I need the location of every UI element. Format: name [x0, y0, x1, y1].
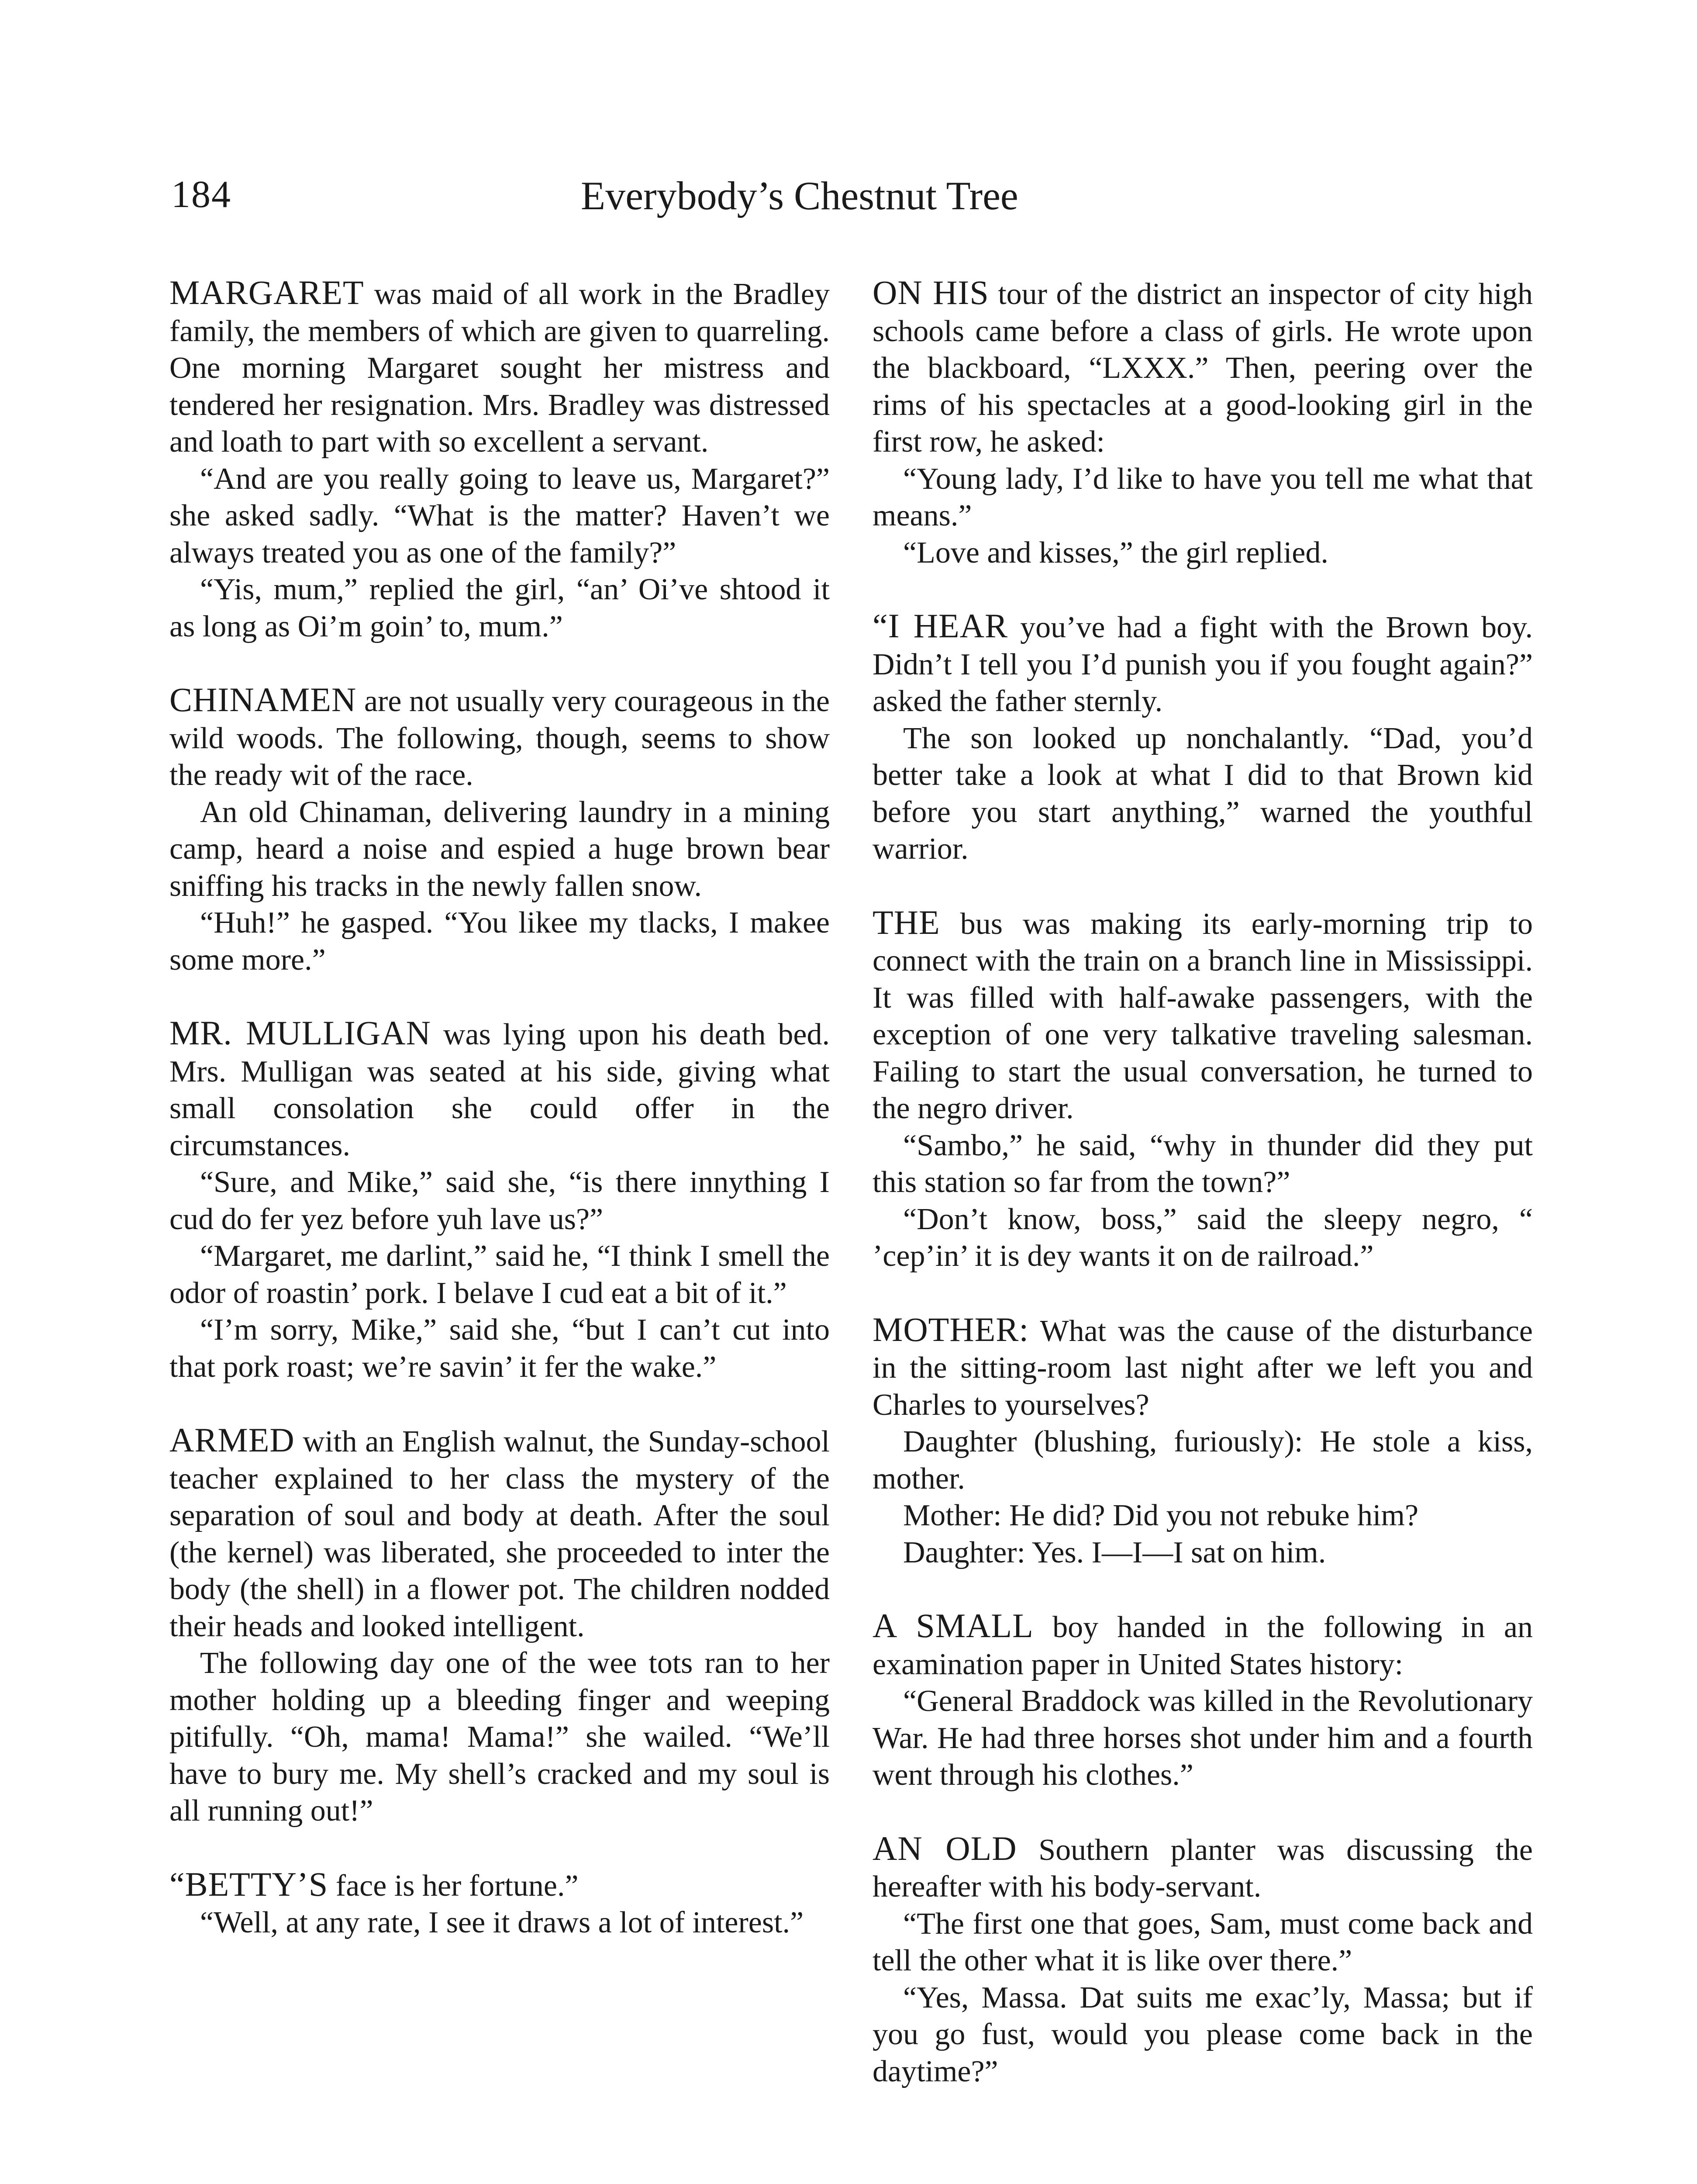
anecdote-paragraph: [169, 274, 830, 461]
anecdote: [169, 1422, 830, 1830]
anecdote-text: What was the cause of the disturbance in the sitting-room last night after we left you and Charles to yourselves?: [873, 1314, 1533, 1422]
anecdote-paragraph: [873, 1607, 1533, 1683]
anecdote: [169, 1866, 830, 1942]
anecdote-paragraph: [873, 608, 1533, 720]
anecdote-text: was lying upon his death bed. Mrs. Mulligan was seated at his side, giving what small consolation she could offer in the circumstances.: [169, 1018, 830, 1162]
anecdote-paragraph: [169, 905, 830, 978]
right-column: [873, 274, 1533, 2126]
anecdote-paragraph: [169, 1015, 830, 1164]
anecdote-text: The following day one of the wee tots ran to her mother holding up a bleeding finger and weeping pitifully. “Oh, mama! Mama!” she wailed. “We’ll have to bury me. My shell’s cracked and my soul is all running out!”: [169, 1646, 830, 1828]
anecdote: [873, 1830, 1533, 2091]
anecdote-paragraph: [873, 1906, 1533, 1980]
anecdote-paragraph: [169, 1238, 830, 1312]
anecdote-lead: THE: [873, 903, 940, 941]
anecdote-lead: MOTHER:: [873, 1310, 1029, 1348]
anecdote-text: “Margaret, me darlint,” said he, “I think I smell the odor of roastin’ pork. I belave I cud eat a bit of it.”: [169, 1239, 830, 1310]
anecdote-text: Daughter (blushing, furiously): He stole a kiss, mother.: [873, 1425, 1533, 1496]
anecdote-text: tour of the district an inspector of city high schools came before a class of girls. He wrote upon the blackboard, “LXXX.” Then, peering over the rims of his spectacles at a good-looking girl in the first row, he asked:: [873, 277, 1533, 459]
anecdote: [169, 1015, 830, 1386]
anecdote-paragraph: [873, 1127, 1533, 1201]
anecdote-text: with an English walnut, the Sunday-school teacher explained to her class the mystery of the separation of soul and body at death. After the soul (the kernel) was liberated, she proceeded to inter the body (the shell) in a flower pot. The children nodded their heads and looked intelligent.: [169, 1425, 830, 1643]
anecdote-paragraph: [873, 1497, 1533, 1534]
anecdote-lead: AN OLD: [873, 1829, 1017, 1867]
anecdote-text: was maid of all work in the Bradley family, the members of which are given to quarreling. One morning Margaret sought her mistress and tendered her resignation. Mrs. Bradley was distressed and loath to part with so excellent a servant.: [169, 277, 830, 459]
anecdote-text: “Sambo,” he said, “why in thunder did they put this station so far from the town?”: [873, 1128, 1533, 1199]
anecdote-paragraph: [873, 1424, 1533, 1497]
anecdote-lead: “BETTY’S: [169, 1865, 328, 1903]
anecdote: [873, 904, 1533, 1275]
anecdote-text: “I’m sorry, Mike,” said she, “but I can’t cut into that pork roast; we’re savin’ it fer the wake.”: [169, 1313, 830, 1384]
anecdote-text: bus was making its early-morning trip to connect with the train on a branch line in Mississippi. It was filled with half-awake passengers, with the exception of one very talkative traveling salesman. Failing to start the usual conversation, he turned to the negro driver.: [873, 907, 1533, 1125]
anecdote-lead: CHINAMEN: [169, 681, 357, 719]
anecdote-lead: MARGARET: [169, 273, 364, 311]
anecdote-paragraph: [169, 461, 830, 572]
anecdote-text: “And are you really going to leave us, Margaret?” she asked sadly. “What is the matter? Haven’t we always treated you as one of the family?”: [169, 462, 830, 570]
anecdote-paragraph: [873, 720, 1533, 868]
anecdote-text: “The first one that goes, Sam, must come back and tell the other what it is like over there.”: [873, 1907, 1533, 1977]
anecdote-paragraph: [169, 681, 830, 794]
anecdote-text: Daughter: Yes. I—I—I sat on him.: [903, 1535, 1326, 1569]
anecdote-paragraph: [873, 1980, 1533, 2091]
anecdote-text: “Don’t know, boss,” said the sleepy negro, “ ’cep’in’ it is dey wants it on de railroad.”: [873, 1202, 1533, 1273]
anecdote-paragraph: [873, 1311, 1533, 1424]
anecdote-paragraph: [169, 571, 830, 645]
anecdote: [873, 274, 1533, 571]
anecdote-text: “Huh!” he gasped. “You likee my tlacks, I makee some more.”: [169, 906, 830, 977]
anecdote-paragraph: [169, 794, 830, 905]
anecdote-text: “Yis, mum,” replied the girl, “an’ Oi’ve shtood it as long as Oi’m goin’ to, mum.”: [169, 573, 830, 643]
left-column: [169, 274, 830, 1978]
anecdote-paragraph: [873, 461, 1533, 535]
anecdote-paragraph: [873, 274, 1533, 461]
anecdote: [873, 608, 1533, 868]
anecdote-text: “Young lady, I’d like to have you tell me what that means.”: [873, 462, 1533, 532]
anecdote-text: The son looked up nonchalantly. “Dad, you’d better take a look at what I did to that Brown kid before you start anything,” warned the youthful warrior.: [873, 721, 1533, 866]
anecdote-paragraph: [169, 1312, 830, 1386]
anecdote-paragraph: [873, 535, 1533, 572]
anecdote-text: An old Chinaman, delivering laundry in a mining camp, heard a noise and espied a huge brown bear sniffing his tracks in the newly fallen snow.: [169, 795, 830, 903]
anecdote-lead: “I HEAR: [873, 607, 1008, 645]
anecdote-text: Southern planter was discussing the hereafter with his body-servant.: [873, 1833, 1533, 1904]
anecdote-lead: ARMED: [169, 1421, 295, 1459]
anecdote-paragraph: [873, 1534, 1533, 1572]
anecdote-lead: MR. MULLIGAN: [169, 1014, 431, 1052]
anecdote: [169, 274, 830, 645]
anecdote-paragraph: [873, 1683, 1533, 1794]
anecdote-paragraph: [169, 1904, 830, 1942]
anecdote-paragraph: [169, 1645, 830, 1830]
running-title: Everybody’s Chestnut Tree: [581, 173, 1018, 218]
anecdote-text: “General Braddock was killed in the Revolutionary War. He had three horses shot under him and a fourth went through his clothes.”: [873, 1684, 1533, 1792]
anecdote-paragraph: [169, 1422, 830, 1645]
anecdote-text: “Sure, and Mike,” said she, “is there innything I cud do fer yez before yuh lave us?”: [169, 1165, 830, 1236]
anecdote-text: you’ve had a fight with the Brown boy. Didn’t I tell you I’d punish you if you fought again?” asked the father sternly.: [873, 611, 1533, 718]
anecdote: [169, 681, 830, 978]
page-number: 184: [171, 173, 231, 216]
anecdote-lead: ON HIS: [873, 273, 989, 311]
anecdote-text: are not usually very courageous in the wild woods. The following, though, seems to show the ready wit of the race.: [169, 684, 830, 792]
anecdote-text: “Love and kisses,” the girl replied.: [903, 536, 1328, 570]
anecdote-text: “Well, at any rate, I see it draws a lot of interest.”: [200, 1906, 804, 1939]
anecdote-text: face is her fortune.”: [328, 1869, 579, 1903]
anecdote-text: boy handed in the following in an examination paper in United States history:: [873, 1610, 1533, 1681]
anecdote-text: Mother: He did? Did you not rebuke him?: [903, 1499, 1419, 1532]
anecdote-paragraph: [873, 1830, 1533, 1906]
anecdote-paragraph: [169, 1164, 830, 1238]
anecdote-paragraph: [169, 1866, 830, 1905]
anecdote: [873, 1311, 1533, 1572]
anecdote-paragraph: [873, 1201, 1533, 1275]
anecdote-paragraph: [873, 904, 1533, 1127]
anecdote: [873, 1607, 1533, 1794]
anecdote-lead: A SMALL: [873, 1607, 1034, 1645]
anecdote-text: “Yes, Massa. Dat suits me exac’ly, Massa; but if you go fust, would you please come back in the daytime?”: [873, 1980, 1533, 2088]
